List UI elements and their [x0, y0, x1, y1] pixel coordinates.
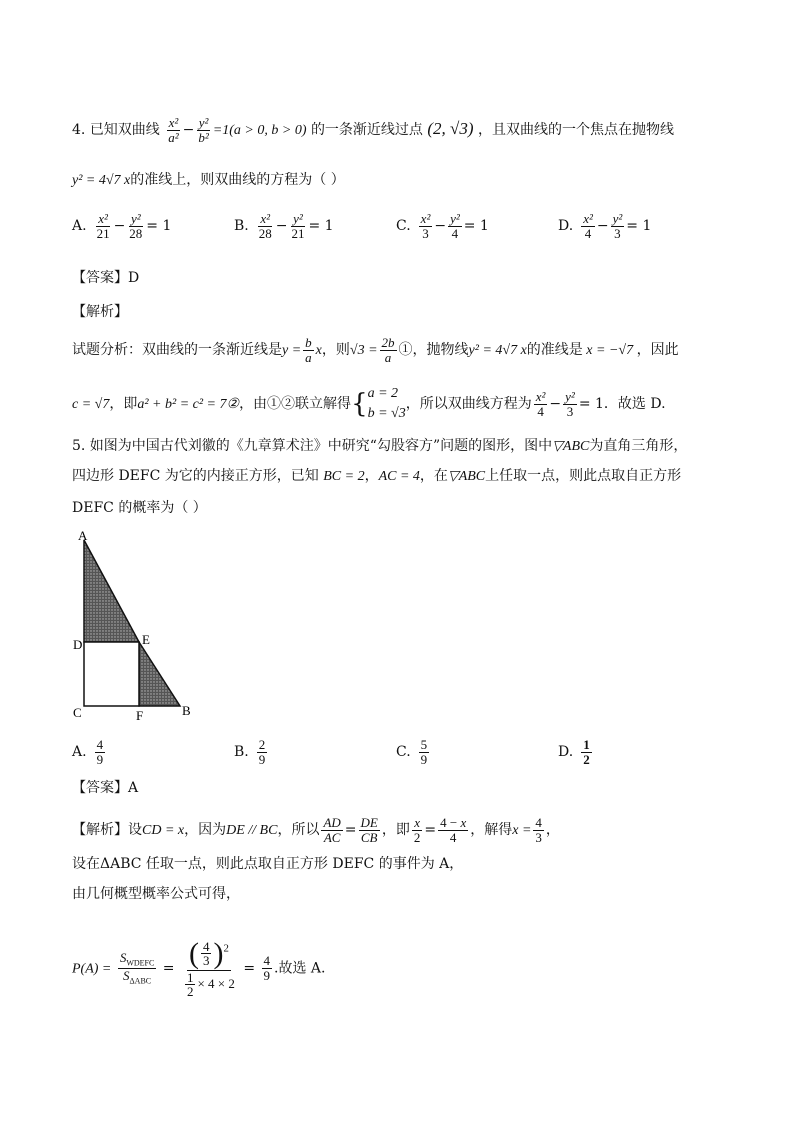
q4-condition: =1(a > 0, b > 0): [212, 123, 307, 139]
q4-answer: 【答案】D: [72, 270, 140, 286]
label-c: C: [73, 705, 82, 720]
q5-probability-formula: P(A) = $\frac{S_{WDEFC}}{S_{\Delta ABC}}$ = ( $\frac{4}{3}$ )$^2$ $\frac{1}{2}$ × 4 × 2 = $\frac{4}{9}$ .故选 A.: [72, 937, 326, 1000]
q5-solution-line3: 由几何概型概率公式可得，: [72, 886, 240, 902]
q4-number: 4.: [72, 122, 86, 139]
q5-option-a: A. $\frac{4}{9}$: [72, 737, 104, 767]
q4-option-b: B. $\frac{\text{x²}}{28}$ − $\frac{\text{y²}}{21}$ = 1: [234, 211, 334, 241]
q4-line2: y² = 4√7 x的准线上，则双曲线的方程为（ ）: [72, 172, 345, 188]
label-a: A: [78, 528, 88, 543]
q5-line2: 四边形 DEFC 为它的内接正方形，已知 BC = 2，AC = 4，在▽ABC上任取一点，则此点取自正方形: [72, 468, 682, 484]
q5-line3: DEFC 的概率为（ ）: [72, 500, 207, 516]
q4-option-c: C. $\frac{\text{x²}}{3}$ − $\frac{\text{y²}}{4}$ = 1: [396, 211, 489, 241]
label-b: B: [182, 703, 191, 718]
q4-solution-system: a = 2 b = √3: [367, 386, 406, 421]
q5-answer: 【答案】A: [72, 780, 139, 796]
q4-point: (2, √3): [427, 119, 474, 139]
q5-option-b: B. $\frac{2}{9}$: [234, 737, 266, 767]
q4-stem: 已知双曲线: [89, 122, 160, 139]
q5-solution-line2: 设在ΔABC 任取一点，则此点取自正方形 DEFC 的事件为 A，: [72, 856, 464, 872]
q4-option-d: D. $\frac{\text{x²}}{4}$ − $\frac{\text{y²}}{3}$ = 1: [558, 211, 652, 241]
q4-analysis-line2: c = √7，即a² + b² = c² = 7②，由①②联立解得{ a = 2 b = √3 ，所以双曲线方程为 $\frac{\text{x²}}{4}$ − $\frac{\text{y²}}{3}$ = 1．故选 D.: [72, 384, 666, 424]
q5-line1: 5. 如图为中国古代刘徽的《九章算术注》中研究“勾股容方”问题的图形，图中▽ABC为直角三角形，: [72, 438, 688, 454]
square-defc: [84, 642, 139, 706]
q5-option-c: C. $\frac{5}{9}$: [396, 737, 428, 767]
q5-figure: [72, 528, 212, 728]
shaded-triangle-right: [139, 642, 180, 706]
q4-option-a: A. $\frac{\text{x²}}{21}$ − $\frac{\text{y²}}{28}$ = 1: [72, 211, 172, 241]
label-e: E: [142, 632, 150, 647]
q4-line1: 4. 已知双曲线 $\frac{\text{x²}}{\text{a²}}$ − $\frac{\text{y²}}{\text{b²}}$ =1(a > 0, b > 0) 的一条渐近线过点 (2, √3) ，且双曲线的一个焦点在抛物线: [72, 115, 674, 145]
q5-option-d: D. $\frac{1}{2}$: [558, 737, 590, 767]
q5-solution-line1: 【解析】设CD = x，因为DE // BC，所以 $\frac{AD}{AC}$ = $\frac{DE}{CB}$ ，即 $\frac{x}{2}$ = $\frac{4 - x}{4}$ ，解得x = $\frac{4}{3}$ ，: [72, 815, 560, 845]
label-f: F: [136, 708, 144, 723]
q4-analysis-line1: 试题分析：双曲线的一条渐近线是y = $\frac{b}{a}$ x，则√3 = $\frac{2b}{a}$ ①，抛物线y² = 4√7 x的准线是 x = −√7 ，因此: [72, 335, 679, 365]
parabola-equation: y² = 4√7 x: [72, 173, 131, 188]
shaded-triangle-top: [84, 540, 139, 642]
q5-options: [72, 738, 722, 774]
label-d: D: [73, 637, 83, 652]
q4-analysis-heading: 【解析】: [72, 304, 128, 320]
